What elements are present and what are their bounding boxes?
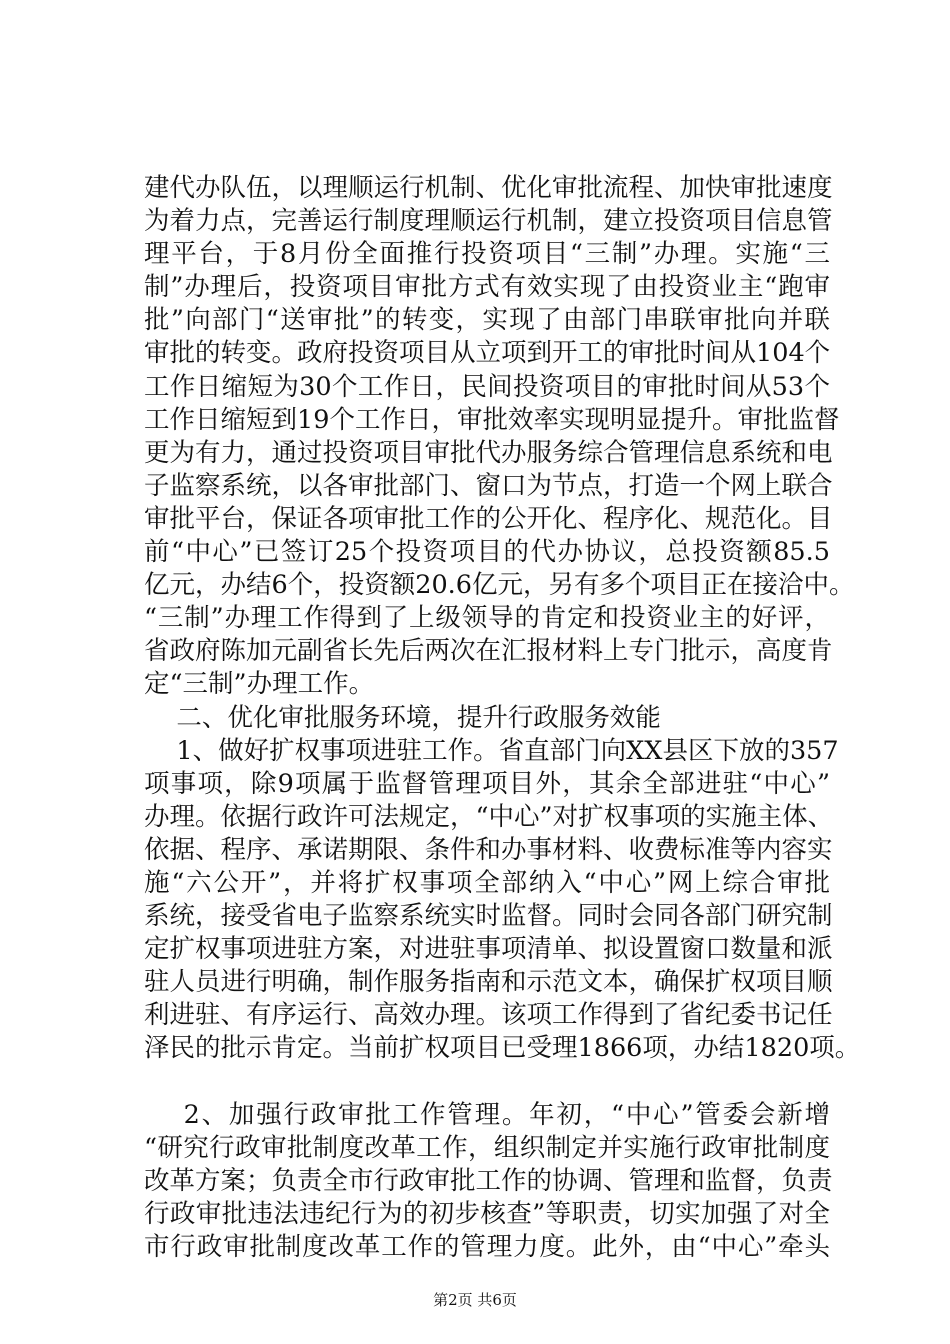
- text-line: 利进驻、有序运行、高效办理。该项工作得到了省纪委书记任: [144, 1000, 833, 1031]
- page-footer: 第2页 共6页: [433, 1291, 517, 1309]
- body-text: [144, 172, 861, 1264]
- text-line: 1、做好扩权事项进驻工作。省直部门向XX县区下放的357: [144, 735, 839, 766]
- text-line: 工作日缩短到19个工作日，审批效率实现明显提升。审批监督: [144, 404, 840, 435]
- text-line: 为着力点，完善运行制度理顺运行机制，建立投资项目信息管: [144, 206, 833, 237]
- text-line: 审批的转变。政府投资项目从立项到开工的审批时间从104个: [144, 338, 831, 369]
- text-line: 定扩权事项进驻方案，对进驻事项清单、拟设置窗口数量和派: [144, 934, 833, 965]
- text-line: 审批平台，保证各项审批工作的公开化、程序化、规范化。目: [144, 503, 833, 534]
- paragraph-gap: [144, 1066, 830, 1099]
- text-line: “研究行政审批制度改革工作，组织制定并实施行政审批制度: [144, 1132, 830, 1163]
- text-line: 行政审批违法违纪行为的初步核查”等职责，切实加强了对全: [144, 1198, 830, 1229]
- text-line: “三制”办理工作得到了上级领导的肯定和投资业主的好评，: [144, 603, 830, 634]
- text-line: 制”办理后，投资项目审批方式有效实现了由投资业主“跑审: [144, 272, 830, 303]
- paragraph-block-1: [144, 172, 861, 1066]
- text-line: 批”向部门“送审批”的转变，实现了由部门串联审批向并联: [144, 305, 830, 336]
- text-line: 项事项，除9项属于监督管理项目外，其余全部进驻“中心”: [144, 768, 830, 799]
- text-line: 子监察系统，以各审批部门、窗口为节点，打造一个网上联合: [144, 470, 833, 501]
- text-line: 工作日缩短为30个工作日，民间投资项目的审批时间从53个: [144, 371, 830, 402]
- text-line: 建代办队伍，以理顺运行机制、优化审批流程、加快审批速度: [144, 173, 833, 203]
- text-line: 系统，接受省电子监察系统实时监督。同时会同各部门研究制: [144, 901, 833, 932]
- text-line: 前“中心”已签订25个投资项目的代办协议，总投资额85.5: [144, 537, 830, 568]
- text-line: 泽民的批示肯定。当前扩权项目已受理1866项，办结1820项。: [144, 1033, 861, 1064]
- text-line: 二、优化审批服务环境，提升行政服务效能: [144, 702, 661, 733]
- text-line: 亿元，办结6个，投资额20.6亿元，另有多个项目正在接洽中。: [144, 570, 855, 601]
- text-line: 定“三制”办理工作。: [144, 669, 375, 700]
- text-line: 依据、程序、承诺期限、条件和办事材料、收费标准等内容实: [144, 834, 833, 865]
- text-line: 2、加强行政审批工作管理。年初，“中心”管委会新增: [144, 1099, 830, 1130]
- text-line: 办理。依据行政许可法规定，“中心”对扩权事项的实施主体、: [144, 801, 834, 832]
- paragraph-block-2: [144, 1099, 833, 1264]
- text-line: 施“六公开”，并将扩权事项全部纳入“中心”网上综合审批: [144, 867, 830, 898]
- text-line: 省政府陈加元副省长先后两次在汇报材料上专门批示，高度肯: [144, 636, 833, 667]
- text-line: 更为有力，通过投资项目审批代办服务综合管理信息系统和电: [144, 437, 833, 468]
- text-line: 理平台，于8月份全面推行投资项目“三制”办理。实施“三: [144, 239, 830, 270]
- text-line: 市行政审批制度改革工作的管理力度。此外，由“中心”牵头: [144, 1231, 830, 1262]
- text-line: 驻人员进行明确，制作服务指南和示范文本，确保扩权项目顺: [144, 967, 833, 998]
- text-line: 改革方案；负责全市行政审批工作的协调、管理和监督，负责: [144, 1165, 833, 1196]
